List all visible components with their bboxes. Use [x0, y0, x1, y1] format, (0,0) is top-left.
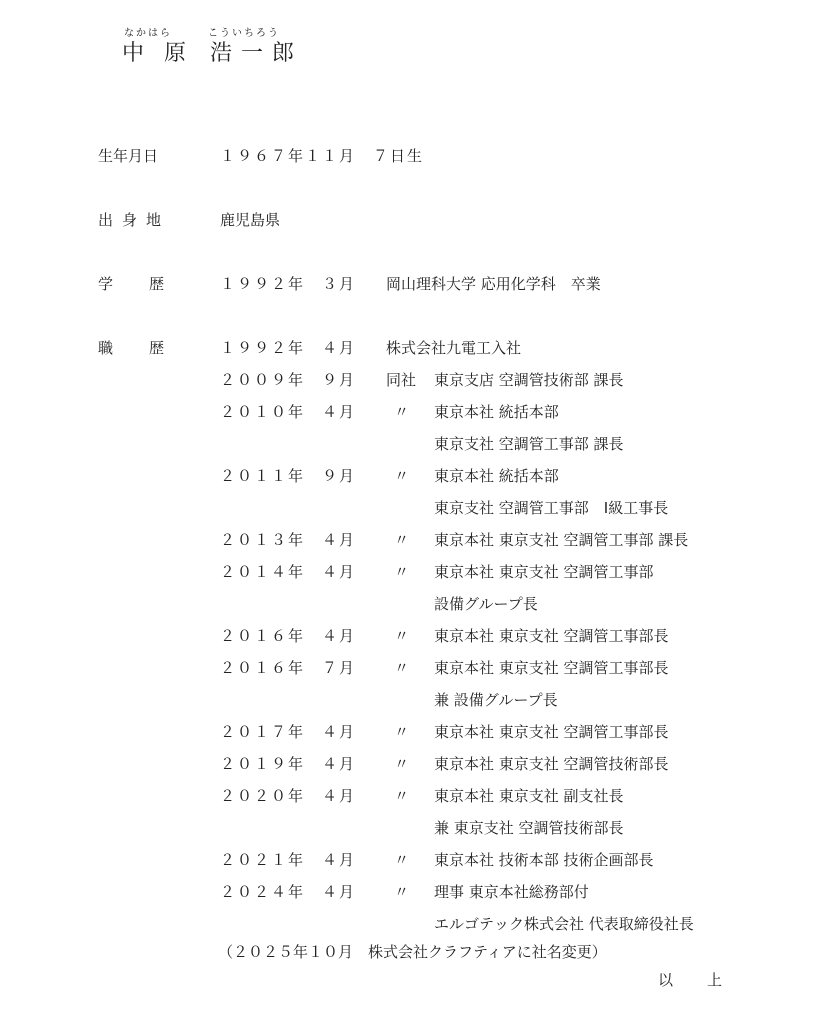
career-text: 東京本社 統括本部 [434, 467, 559, 485]
career-text: 東京本社 東京支社 空調管工事部長 [434, 627, 669, 645]
career-date: ２００９年 ９月 [220, 371, 357, 389]
career-date: ２０２４年 ４月 [220, 883, 357, 901]
career-prefix: 〃 [394, 787, 410, 805]
career-date: ２０１７年 ４月 [220, 723, 357, 741]
career-date: ２０２０年 ４月 [220, 787, 357, 805]
career-prefix: 同社 [386, 371, 417, 389]
career-prefix: 〃 [394, 851, 410, 869]
career-date: １９９２年 ４月 [220, 339, 357, 357]
career-text: 東京本社 東京支社 空調管工事部長 [434, 659, 669, 677]
career-text: 東京支店 空調管技術部 課長 [434, 371, 624, 389]
education-date: １９９２年 ３月 [220, 275, 357, 293]
career-prefix: 〃 [394, 563, 410, 581]
career-text: エルゴテック株式会社 代表取締役社長 [434, 915, 694, 933]
career-date: ２０１９年 ４月 [220, 755, 357, 773]
education-label: 学歴 [98, 275, 201, 293]
family-name-ruby: なかはら [124, 28, 172, 39]
family-name: 中原 [122, 41, 207, 66]
career-date: ２０１６年 ７月 [220, 659, 357, 677]
given-name: 浩一郎 [210, 41, 304, 66]
career-text: 兼 東京支社 空調管技術部長 [434, 819, 624, 837]
career-date: ２０２１年 ４月 [220, 851, 357, 869]
career-date: ２０１４年 ４月 [220, 563, 357, 581]
career-date: ２０１３年 ４月 [220, 531, 357, 549]
career-text: 東京支社 空調管工事部 Ⅰ級工事長 [434, 499, 669, 517]
origin-label: 出身地 [98, 211, 171, 229]
career-prefix: 〃 [394, 467, 410, 485]
career-text: 東京本社 東京支社 空調管工事部長 [434, 723, 669, 741]
career-prefix: 〃 [394, 531, 410, 549]
career-text: 東京支社 空調管工事部 課長 [434, 435, 624, 453]
career-prefix: 〃 [394, 403, 410, 421]
career-prefix: 〃 [394, 883, 410, 901]
career-date: ２０１１年 ９月 [220, 467, 357, 485]
career-prefix: 〃 [394, 723, 410, 741]
career-text: 東京本社 統括本部 [434, 403, 559, 421]
career-date: ２０１６年 ４月 [220, 627, 357, 645]
career-text: 設備グループ長 [434, 595, 538, 613]
career-prefix: 〃 [394, 627, 410, 645]
given-name-ruby: こういちろう [208, 28, 280, 39]
rename-note: （２０２５年１０月 株式会社クラフティアに社名変更） [218, 943, 607, 961]
career-text: 東京本社 東京支社 空調管工事部 [434, 563, 654, 581]
career-text: 東京本社 東京支社 副支社長 [434, 787, 624, 805]
career-text: 理事 東京本社総務部付 [434, 883, 589, 901]
closing-mark: 以上 [658, 971, 757, 989]
birth-value: １９６７年１１月 ７日生 [220, 147, 425, 165]
career-text: 株式会社九電工入社 [386, 339, 522, 357]
career-date: ２０１０年 ４月 [220, 403, 357, 421]
career-text: 東京本社 技術本部 技術企画部長 [434, 851, 654, 869]
career-text: 東京本社 東京支社 空調管工事部 課長 [434, 531, 689, 549]
career-prefix: 〃 [394, 659, 410, 677]
career-prefix: 〃 [394, 755, 410, 773]
origin-value: 鹿児島県 [220, 211, 281, 229]
education-text: 岡山理科大学 応用化学科 卒業 [386, 275, 601, 293]
career-text: 東京本社 東京支社 空調管技術部長 [434, 755, 669, 773]
birth-label: 生年月日 [98, 147, 159, 165]
career-label: 職歴 [98, 339, 201, 357]
career-text: 兼 設備グループ長 [434, 691, 558, 709]
